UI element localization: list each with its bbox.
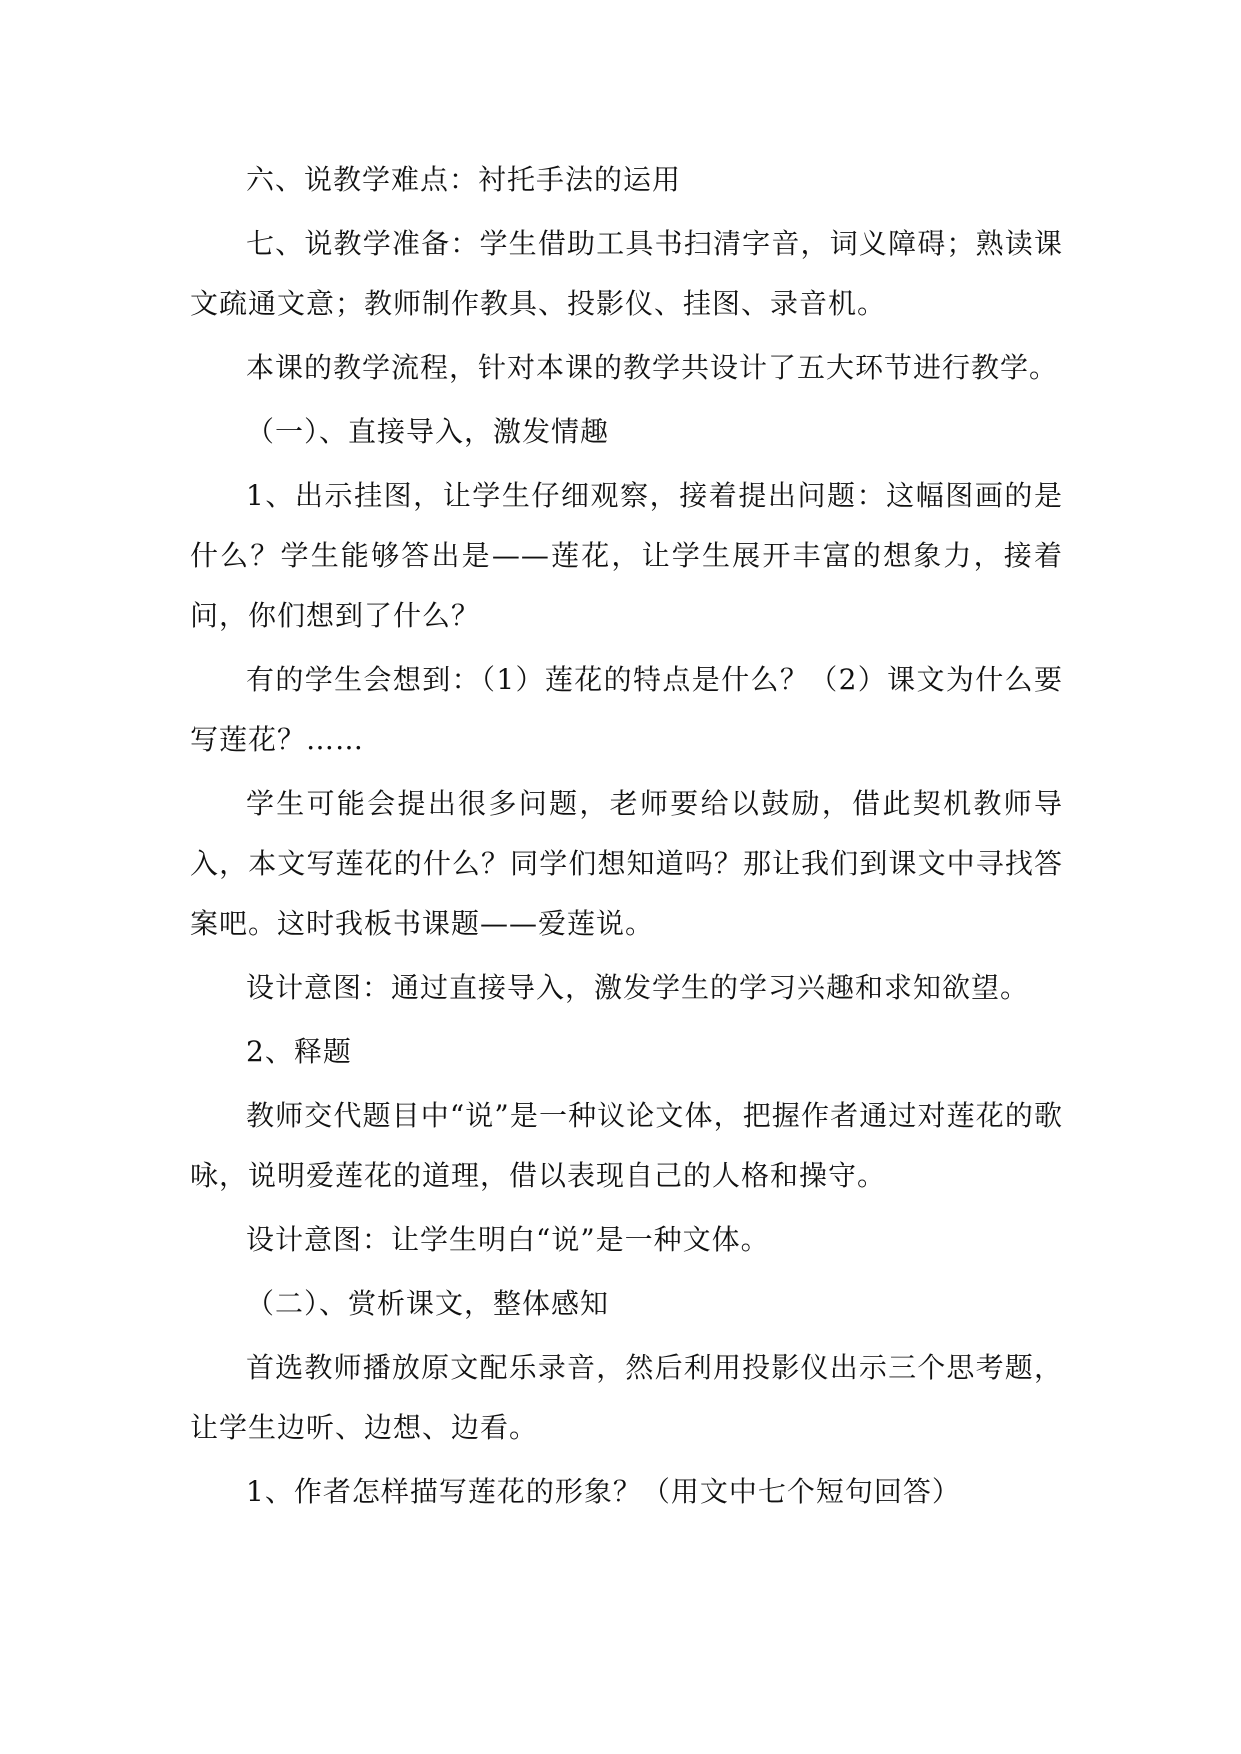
paragraph-teaching-difficulty: 六、说教学难点：衬托手法的运用 <box>246 163 682 196</box>
section-heading-appreciation: （二）、赏析课文，整体感知 <box>246 1287 610 1320</box>
document-body <box>190 150 1063 1522</box>
paragraph-design-intent-1: 设计意图：通过直接导入，激发学生的学习兴趣和求知欲望。 <box>246 971 1030 1004</box>
paragraph-explain-title: 2、释题 <box>246 1035 352 1068</box>
section-heading-direct-intro: （一）、直接导入，激发情趣 <box>246 415 610 448</box>
paragraph-design-intent-2: 设计意图：让学生明白“说”是一种文体。 <box>246 1223 770 1256</box>
paragraph-student-questions: 有的学生会想到：（1）莲花的特点是什么？（2）课文为什么要写莲花？…… <box>190 663 1063 756</box>
paragraph-teacher-intro: 学生可能会提出很多问题，老师要给以鼓励，借此契机教师导入，本文写莲花的什么？同学们想知道吗？那让我们到课文中寻找答案吧。这时我板书课题——爱莲说。 <box>190 787 1063 940</box>
paragraph-play-recording: 首选教师播放原文配乐录音，然后利用投影仪出示三个思考题，让学生边听、边想、边看。 <box>190 1351 1063 1444</box>
paragraph-title-explanation: 教师交代题目中“说”是一种议论文体，把握作者通过对莲花的歌咏，说明爱莲花的道理，借以表现自己的人格和操守。 <box>190 1099 1063 1192</box>
paragraph-show-picture: 1、出示挂图，让学生仔细观察，接着提出问题：这幅图画的是什么？学生能够答出是——莲花，让学生展开丰富的想象力，接着问，你们想到了什么？ <box>190 479 1063 632</box>
paragraph-teaching-preparation: 七、说教学准备：学生借助工具书扫清字音，词义障碍；熟读课文疏通文意；教师制作教具、投影仪、挂图、录音机。 <box>190 227 1063 320</box>
paragraph-question-1: 1、作者怎样描写莲花的形象？（用文中七个短句回答） <box>246 1475 961 1508</box>
paragraph-teaching-flow: 本课的教学流程，针对本课的教学共设计了五大环节进行教学。 <box>246 351 1059 384</box>
